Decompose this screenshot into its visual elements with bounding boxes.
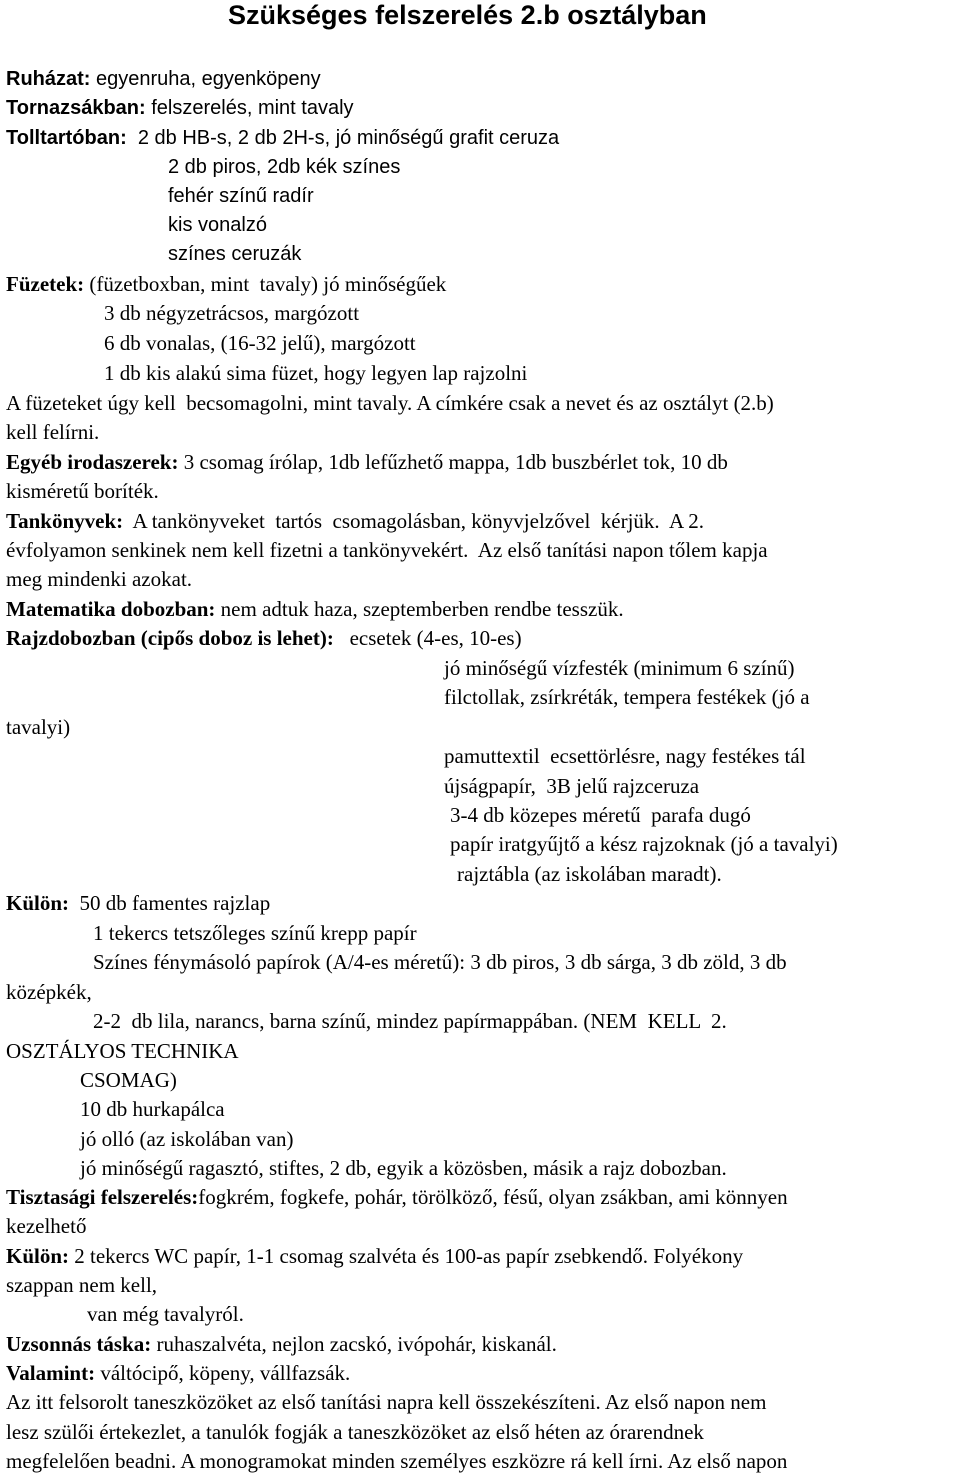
text-line: Füzetek: (füzetboxban, mint tavaly) jó minőségűek [6, 272, 447, 296]
text-line: 3-4 db közepes méretű parafa dugó [450, 803, 751, 827]
text-line: filctollak, zsírkréták, tempera festékek (jó a [444, 685, 810, 709]
text-line: fehér színű radír [168, 185, 314, 207]
text-line: Ruházat: egyenruha, egyenköpeny [6, 68, 321, 90]
text-line: meg mindenki azokat. [6, 567, 193, 591]
text-line: Külön: 50 db famentes rajzlap [6, 891, 271, 915]
document-title: Szükséges felszerelés 2.b osztályban [228, 0, 707, 30]
text-line: Uzsonnás táska: ruhaszalvéta, nejlon zacskó, ivópohár, kiskanál. [6, 1332, 557, 1356]
text-line: Külön: 2 tekercs WC papír, 1-1 csomag szalvéta és 100-as papír zsebkendő. Folyékony [6, 1244, 744, 1268]
text-line: 1 db kis alakú sima füzet, hogy legyen lap rajzolni [104, 361, 528, 385]
text-line: tavalyi) [6, 715, 71, 739]
text-line: kezelhető [6, 1214, 87, 1238]
text-line: van még tavalyról. [87, 1302, 244, 1326]
text-line: Valamint: váltócipő, köpeny, vállfazsák. [6, 1361, 351, 1385]
text-line: Tisztasági felszerelés:fogkrém, fogkefe, pohár, törölköző, fésű, olyan zsákban, ami könnyen [6, 1185, 788, 1209]
text-line: Matematika dobozban: nem adtuk haza, szeptemberben rendbe tesszük. [6, 597, 624, 621]
text-line: újságpapír, 3B jelű rajzceruza [444, 774, 700, 798]
text-line: rajztábla (az iskolában maradt). [457, 862, 722, 886]
text-line: színes ceruzák [168, 243, 302, 265]
text-line: középkék, [6, 980, 92, 1004]
text-line: 1 tekercs tetszőleges színű krepp papír [93, 921, 417, 945]
text-line: 6 db vonalas, (16-32 jelű), margózott [104, 331, 416, 355]
text-line: 2-2 db lila, narancs, barna színű, mindez papírmappában. (NEM KELL 2. [93, 1009, 727, 1033]
text-line: Tolltartóban: 2 db HB-s, 2 db 2H-s, jó minőségű grafit ceruza [6, 127, 560, 149]
text-line: CSOMAG) [80, 1068, 177, 1092]
text-line: Tornazsákban: felszerelés, mint tavaly [6, 97, 354, 119]
text-line: évfolyamon senkinek nem kell fizetni a tankönyvekért. Az első tanítási napon tőlem kapja [6, 538, 768, 562]
text-line: papír iratgyűjtő a kész rajzoknak (jó a tavalyi) [450, 832, 838, 856]
text-line: Tankönyvek: A tankönyveket tartós csomagolásban, könyvjelzővel kérjük. A 2. [6, 509, 705, 533]
text-line: jó minőségű ragasztó, stiftes, 2 db, egyik a közösben, másik a rajz dobozban. [80, 1156, 727, 1180]
text-line: 10 db hurkapálca [80, 1097, 225, 1121]
text-line: szappan nem kell, [6, 1273, 158, 1297]
text-line: kell felírni. [6, 420, 100, 444]
text-line: pamuttextil ecsettörlésre, nagy festékes tál [444, 744, 806, 768]
text-line: kis vonalzó [168, 214, 267, 236]
text-line: A füzeteket úgy kell becsomagolni, mint tavaly. A címkére csak a nevet és az osztályt (2.b) [6, 391, 774, 415]
text-line: OSZTÁLYOS TECHNIKA [6, 1039, 239, 1063]
text-line: 2 db piros, 2db kék színes [168, 156, 401, 178]
text-line: lesz szülői értekezlet, a tanulók fogják a taneszközöket az első héten az órarendnek [6, 1420, 704, 1444]
text-line: megfelelően beadni. A monogramokat minden személyes eszközre rá kell írni. Az első napon [6, 1449, 788, 1473]
text-line: 3 db négyzetrácsos, margózott [104, 301, 360, 325]
text-line: Rajzdobozban (cipős doboz is lehet): ecsetek (4-es, 10-es) [6, 626, 522, 650]
text-line: kisméretű boríték. [6, 479, 159, 503]
text-line: jó minőségű vízfesték (minimum 6 színű) [444, 656, 795, 680]
text-line: Egyéb irodaszerek: 3 csomag írólap, 1db lefűzhető mappa, 1db buszbérlet tok, 10 db [6, 450, 728, 474]
text-line: Az itt felsorolt taneszközöket az első tanítási napra kell összekészíteni. Az első napon nem [6, 1390, 767, 1414]
text-line: Színes fénymásoló papírok (A/4-es méretű): 3 db piros, 3 db sárga, 3 db zöld, 3 db [93, 950, 787, 974]
text-line: jó olló (az iskolában van) [80, 1127, 294, 1151]
